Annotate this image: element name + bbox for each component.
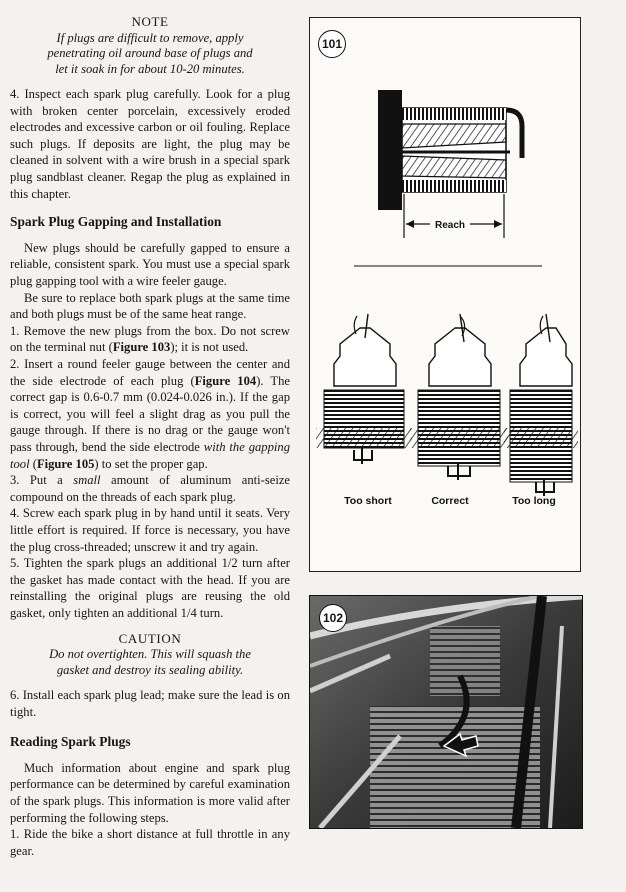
caution-line: Do not overtighten. This will squash the: [49, 647, 251, 662]
label-correct: Correct: [431, 495, 469, 507]
figure-105-ref: Figure 105: [36, 456, 95, 471]
thread-top: [402, 108, 506, 120]
reach-diagram: [378, 90, 522, 238]
thread-bottom: [402, 180, 506, 192]
plug-too-short: [316, 314, 412, 464]
figure-104-ref: Figure 104: [194, 373, 257, 388]
note-line: let it soak in for about 10-20 minutes.: [55, 61, 245, 76]
gapping-step-5: 5. Tighten the spark plugs an additional 1/2 turn after the gasket has made contact with the head. If you are reinstalling the original plugs are reusing the old gasket, only tighten an additional 1/4 turn.: [10, 556, 290, 620]
gapping-step-1: [10, 323, 290, 356]
reading-heading: Reading Spark Plugs: [10, 734, 131, 750]
note-body: [28, 31, 272, 78]
caution-body: [40, 647, 260, 678]
note-line: penetrating oil around base of plugs and: [47, 46, 253, 61]
reading-intro: Much information about engine and spark plug performance can be determined by careful examination of the spark plugs. This information is more valid after performing the following steps.: [10, 760, 290, 825]
reading-step-1: 1. Ride the bike a short distance at full throttle in any gear.: [10, 827, 290, 858]
gapping-step-2: [10, 356, 290, 472]
reach-label: Reach: [434, 220, 466, 231]
engine-photo: [310, 596, 582, 828]
figure-102-photo: [309, 595, 583, 829]
note-title: NOTE: [131, 14, 169, 29]
figure-103-ref: Figure 103: [112, 340, 171, 355]
step-text: amount of aluminum anti-seize compound on the threads of each spark plug.: [10, 473, 291, 504]
plug-correct: [410, 314, 508, 480]
inspect-step: 4. Inspect each spark plug carefully. Look for a plug with broken center porcelain, excessively eroded electrodes and excessive carbon or oil fouling. Replace such plugs. If deposits are light, the plug may be cleaned in solvent with a wire brush in a special spark plug sandblast cleaner. Regap the plug as explained in this chapter.: [10, 87, 290, 201]
step-text: (: [29, 456, 37, 471]
figure-101: [309, 17, 581, 572]
caution-title: CAUTION: [118, 630, 182, 646]
gapping-replace-both: Be sure to replace both spark plugs at the same time and both plugs must be of the same heat range.: [10, 290, 290, 322]
plug-hex-body: [378, 90, 402, 210]
install-lead-step: 6. Install each spark plug lead; make sure the lead is on tight.: [10, 688, 290, 719]
note-line: If plugs are difficult to remove, apply: [56, 30, 244, 45]
emphasis-text: small: [73, 473, 101, 488]
gapping-step-4: 4. Screw each spark plug in by hand until it seats. Very little effort is required. If force is necessary, you have the plug cross-threaded; unscrew it and try again.: [10, 506, 290, 554]
figure-101-number: 101: [318, 30, 346, 58]
step-text: 3. Put a: [10, 473, 74, 488]
gapping-heading: Spark Plug Gapping and Installation: [10, 214, 222, 230]
step-text: ); it is not used.: [170, 340, 249, 355]
figure-101-drawing: [310, 18, 580, 571]
gapping-intro: New plugs should be carefully gapped to ensure a reliable, consistent spark. You must use a special spark plug gapping tool with a wire feeler gauge.: [10, 240, 290, 289]
text-column: [10, 12, 290, 859]
step-text: 1. Remove the new plugs from the box. Do not screw on the terminal nut (: [10, 323, 290, 355]
label-too-short: Too short: [344, 495, 392, 507]
label-too-long: Too long: [512, 495, 556, 507]
step-text: 2. Insert a round feeler gauge between the center and the side electrode of each plug (: [10, 357, 290, 388]
emphasis-text: with the gapping tool: [10, 439, 290, 471]
plug-too-long: [504, 314, 578, 496]
step-text: ). The correct gap is 0.6-0.7 mm (0.024-0.026 in.). If the gap is correct, you will feel a slight drag as you pull the gauge through. If there is no drag or the gauge won't pass through, bend the side electrode: [10, 373, 291, 454]
gapping-step-3: [10, 472, 290, 505]
figure-102-number: 102: [319, 604, 347, 632]
caution-line: gasket and destroy its sealing ability.: [56, 662, 244, 677]
step-text: ) to set the proper gap.: [94, 456, 208, 471]
